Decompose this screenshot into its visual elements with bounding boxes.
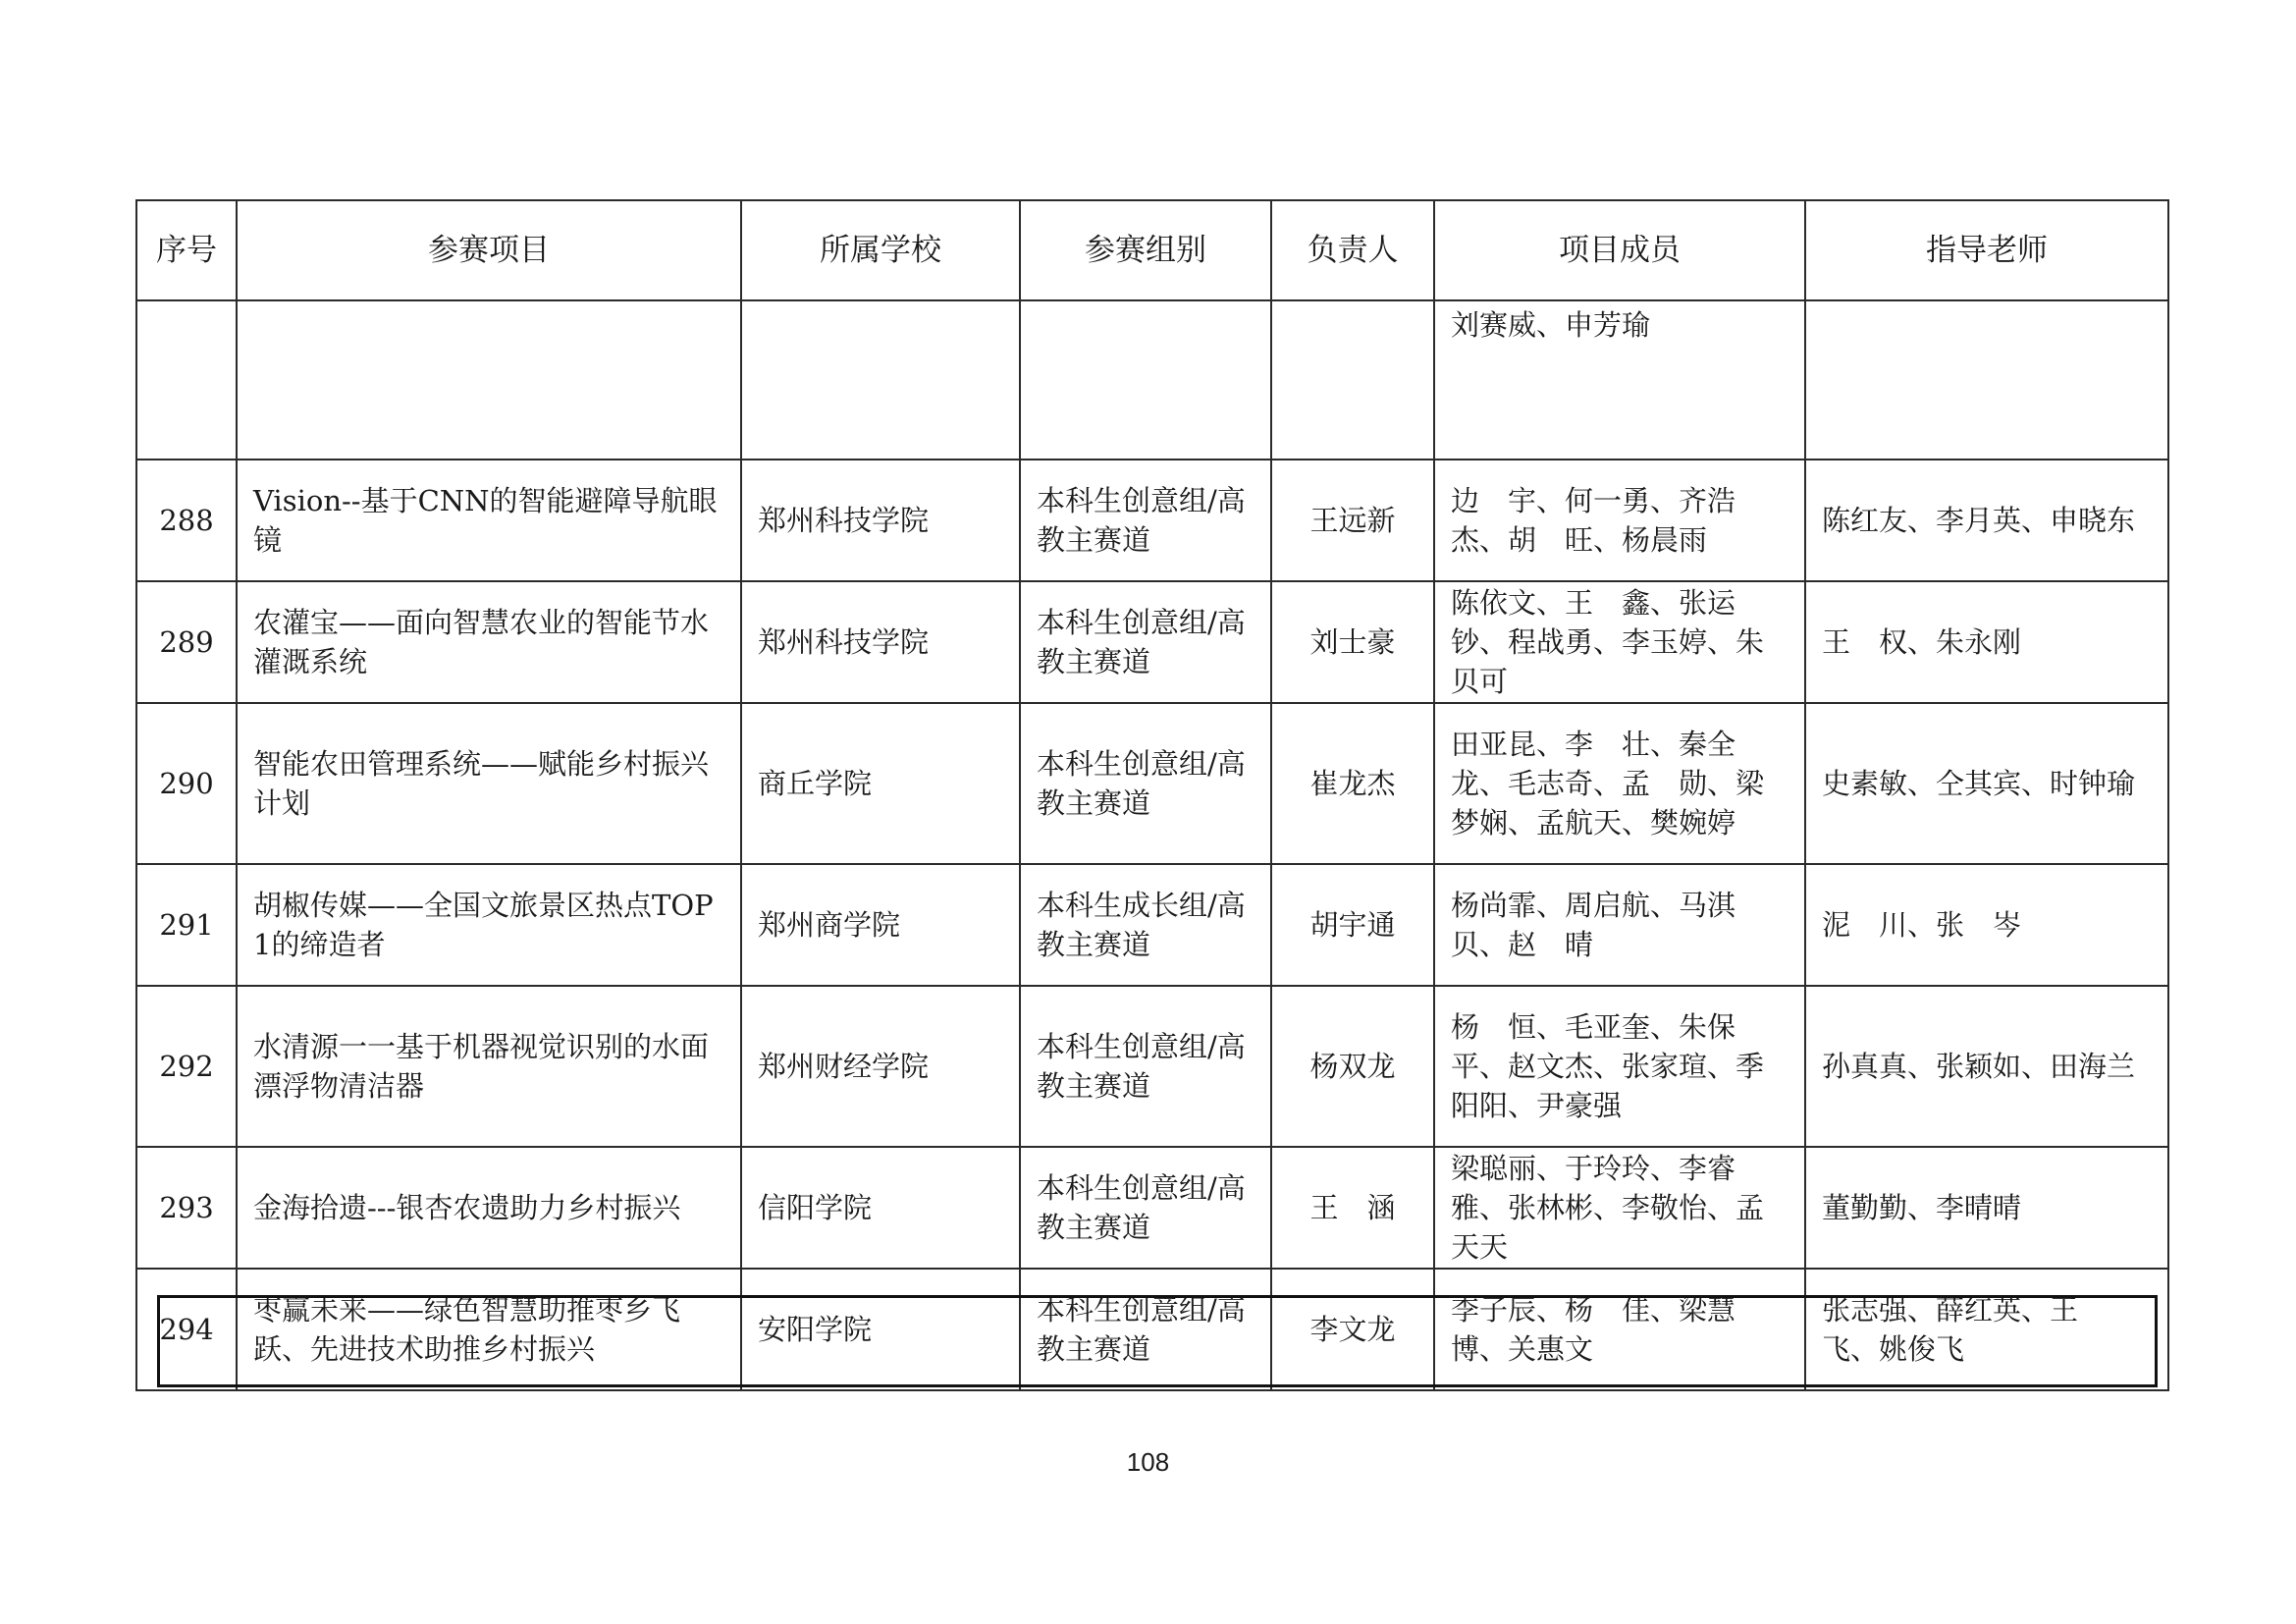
table-row xyxy=(136,864,2168,986)
cell-project: 金海拾遗---银杏农遗助力乡村振兴 xyxy=(237,1147,741,1269)
cell-leader: 王远新 xyxy=(1271,460,1434,581)
cell-group: 本科生创意组/高教主赛道 xyxy=(1020,581,1271,703)
cell-school: 郑州科技学院 xyxy=(741,581,1020,703)
cell-advisors xyxy=(1805,300,2168,460)
cell-group: 本科生创意组/高教主赛道 xyxy=(1020,703,1271,864)
cell-leader: 杨双龙 xyxy=(1271,986,1434,1147)
table-header-row xyxy=(136,200,2168,300)
cell-project: 胡椒传媒——全国文旅景区热点TOP1的缔造者 xyxy=(237,864,741,986)
cell-leader xyxy=(1271,300,1434,460)
page-number: 108 xyxy=(1126,1447,1170,1477)
cell-project: 智能农田管理系统——赋能乡村振兴计划 xyxy=(237,703,741,864)
table-row xyxy=(136,986,2168,1147)
cell-leader: 崔龙杰 xyxy=(1271,703,1434,864)
cell-group: 本科生成长组/高教主赛道 xyxy=(1020,864,1271,986)
header-leader: 负责人 xyxy=(1271,200,1434,300)
cell-project: Vision--基于CNN的智能避障导航眼镜 xyxy=(237,460,741,581)
cell-school: 商丘学院 xyxy=(741,703,1020,864)
header-project: 参赛项目 xyxy=(237,200,741,300)
cell-group xyxy=(1020,300,1271,460)
cell-serial: 293 xyxy=(136,1147,237,1269)
cell-advisors: 陈红友、李月英、申晓东 xyxy=(1805,460,2168,581)
cell-group: 本科生创意组/高教主赛道 xyxy=(1020,986,1271,1147)
cell-school: 安阳学院 xyxy=(741,1269,1020,1390)
cell-members: 李子辰、杨 佳、梁慧博、关惠文 xyxy=(1434,1269,1805,1390)
cell-project: 农灌宝——面向智慧农业的智能节水灌溉系统 xyxy=(237,581,741,703)
cell-school: 郑州科技学院 xyxy=(741,460,1020,581)
table-row xyxy=(136,1147,2168,1269)
header-school: 所属学校 xyxy=(741,200,1020,300)
cell-serial: 291 xyxy=(136,864,237,986)
cell-leader: 刘士豪 xyxy=(1271,581,1434,703)
header-advisors: 指导老师 xyxy=(1805,200,2168,300)
cell-serial: 294 xyxy=(136,1269,237,1390)
cell-school: 信阳学院 xyxy=(741,1147,1020,1269)
cell-members: 梁聪丽、于玲玲、李睿雅、张林彬、李敬怡、孟天天 xyxy=(1434,1147,1805,1269)
cell-school: 郑州商学院 xyxy=(741,864,1020,986)
cell-project: 水清源一一基于机器视觉识别的水面漂浮物清洁器 xyxy=(237,986,741,1147)
cell-members: 杨 恒、毛亚奎、朱保平、赵文杰、张家瑄、季阳阳、尹豪强 xyxy=(1434,986,1805,1147)
table-row-continued xyxy=(136,300,2168,460)
cell-leader: 王 涵 xyxy=(1271,1147,1434,1269)
cell-serial: 290 xyxy=(136,703,237,864)
cell-leader: 李文龙 xyxy=(1271,1269,1434,1390)
cell-leader: 胡宇通 xyxy=(1271,864,1434,986)
cell-project xyxy=(237,300,741,460)
cell-advisors: 泥 川、张 岑 xyxy=(1805,864,2168,986)
cell-members: 边 宇、何一勇、齐浩杰、胡 旺、杨晨雨 xyxy=(1434,460,1805,581)
cell-advisors: 张志强、薛红英、王 飞、姚俊飞 xyxy=(1805,1269,2168,1390)
cell-advisors: 孙真真、张颖如、田海兰 xyxy=(1805,986,2168,1147)
cell-members: 刘赛威、申芳瑜 xyxy=(1434,300,1805,460)
cell-serial: 288 xyxy=(136,460,237,581)
cell-serial: 289 xyxy=(136,581,237,703)
table-row-highlighted xyxy=(136,1269,2168,1390)
table-row xyxy=(136,460,2168,581)
award-table xyxy=(135,199,2169,1391)
header-serial: 序号 xyxy=(136,200,237,300)
header-group: 参赛组别 xyxy=(1020,200,1271,300)
cell-school xyxy=(741,300,1020,460)
cell-serial: 292 xyxy=(136,986,237,1147)
cell-advisors: 董勤勤、李晴晴 xyxy=(1805,1147,2168,1269)
cell-group: 本科生创意组/高教主赛道 xyxy=(1020,460,1271,581)
cell-group: 本科生创意组/高教主赛道 xyxy=(1020,1269,1271,1390)
cell-members: 田亚昆、李 壮、秦全龙、毛志奇、孟 勋、梁梦娴、孟航天、樊婉婷 xyxy=(1434,703,1805,864)
cell-group: 本科生创意组/高教主赛道 xyxy=(1020,1147,1271,1269)
cell-members: 杨尚霏、周启航、马淇贝、赵 晴 xyxy=(1434,864,1805,986)
header-members: 项目成员 xyxy=(1434,200,1805,300)
cell-members: 陈依文、王 鑫、张运钞、程战勇、李玉婷、朱贝可 xyxy=(1434,581,1805,703)
cell-project: 枣赢未来——绿色智慧助推枣乡飞跃、先进技术助推乡村振兴 xyxy=(237,1269,741,1390)
cell-school: 郑州财经学院 xyxy=(741,986,1020,1147)
cell-advisors: 史素敏、仝其宾、时钟瑜 xyxy=(1805,703,2168,864)
table-row xyxy=(136,581,2168,703)
table-row xyxy=(136,703,2168,864)
cell-serial xyxy=(136,300,237,460)
cell-advisors: 王 权、朱永刚 xyxy=(1805,581,2168,703)
